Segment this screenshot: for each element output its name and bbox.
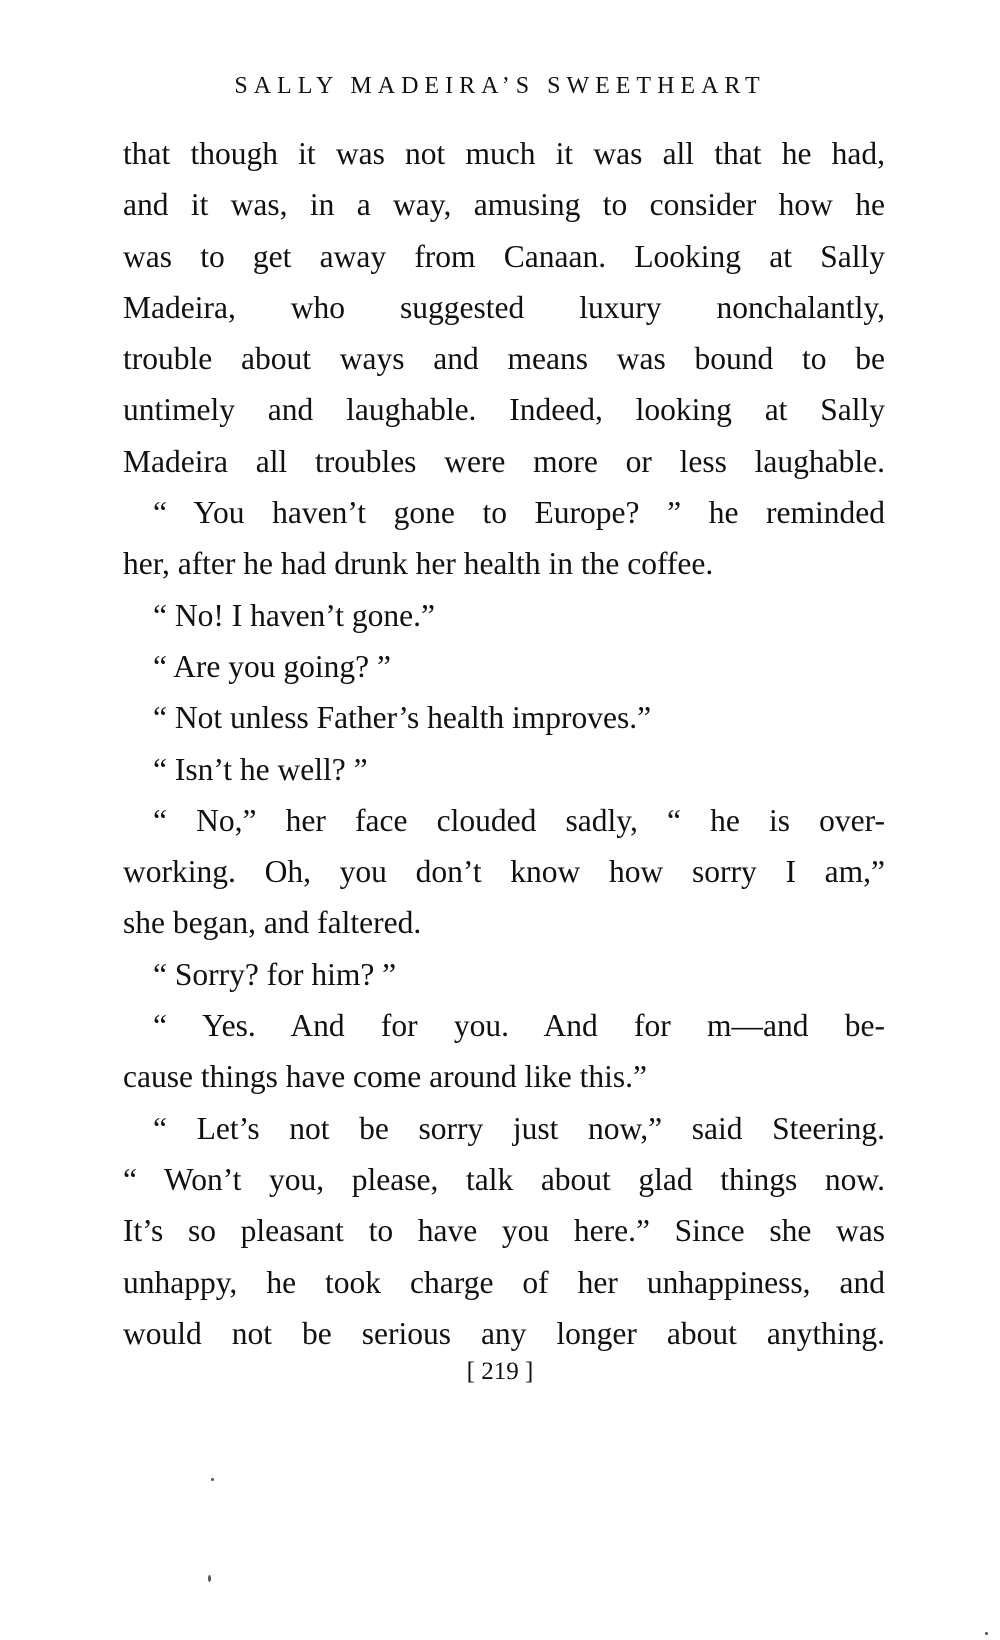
text-line: “ Let’s not be sorry just now,” said Steering. bbox=[153, 1110, 885, 1146]
scan-speck bbox=[985, 1632, 988, 1635]
text-line: “ Won’t you, please, talk about glad things now. bbox=[123, 1161, 885, 1197]
text-line: and it was, in a way, amusing to consider how he bbox=[123, 187, 885, 223]
body-text bbox=[123, 128, 885, 1359]
text-line: “ No! I haven’t gone.” bbox=[153, 597, 435, 633]
running-head: SALLY MADEIRA’S SWEETHEART bbox=[234, 73, 766, 99]
text-line: Madeira all troubles were more or less laughable. bbox=[123, 443, 885, 479]
scan-speck bbox=[208, 1575, 211, 1582]
text-line: “ You haven’t gone to Europe? ” he reminded bbox=[153, 495, 885, 531]
text-line: working. Oh, you don’t know how sorry I am,” bbox=[123, 854, 885, 890]
text-line: “ Sorry? for him? ” bbox=[153, 956, 397, 992]
text-line: unhappy, he took charge of her unhappiness, and bbox=[123, 1264, 885, 1300]
text-line: untimely and laughable. Indeed, looking at Sally bbox=[123, 392, 885, 428]
text-line: “ Are you going? ” bbox=[153, 648, 391, 684]
text-line: cause things have come around like this.” bbox=[123, 1059, 647, 1095]
text-line: “ Not unless Father’s health improves.” bbox=[153, 700, 652, 736]
text-line: would not be serious any longer about anything. bbox=[123, 1315, 885, 1351]
text-line: It’s so pleasant to have you here.” Since she was bbox=[123, 1213, 885, 1249]
text-line: Madeira, who suggested luxury nonchalantly, bbox=[123, 289, 885, 325]
text-line: her, after he had drunk her health in the coffee. bbox=[123, 546, 714, 582]
page-number: [ 219 ] bbox=[466, 1358, 534, 1385]
text-line: trouble about ways and means was bound to be bbox=[123, 341, 885, 377]
text-line: “ Isn’t he well? ” bbox=[153, 751, 368, 787]
scan-speck bbox=[211, 1478, 214, 1481]
text-line: she began, and faltered. bbox=[123, 905, 422, 941]
text-line: was to get away from Canaan. Looking at Sally bbox=[123, 238, 885, 274]
text-line: that though it was not much it was all that he had, bbox=[123, 136, 885, 171]
text-line: “ No,” her face clouded sadly, “ he is over- bbox=[153, 802, 885, 838]
text-line: “ Yes. And for you. And for m—and be- bbox=[153, 1008, 885, 1044]
